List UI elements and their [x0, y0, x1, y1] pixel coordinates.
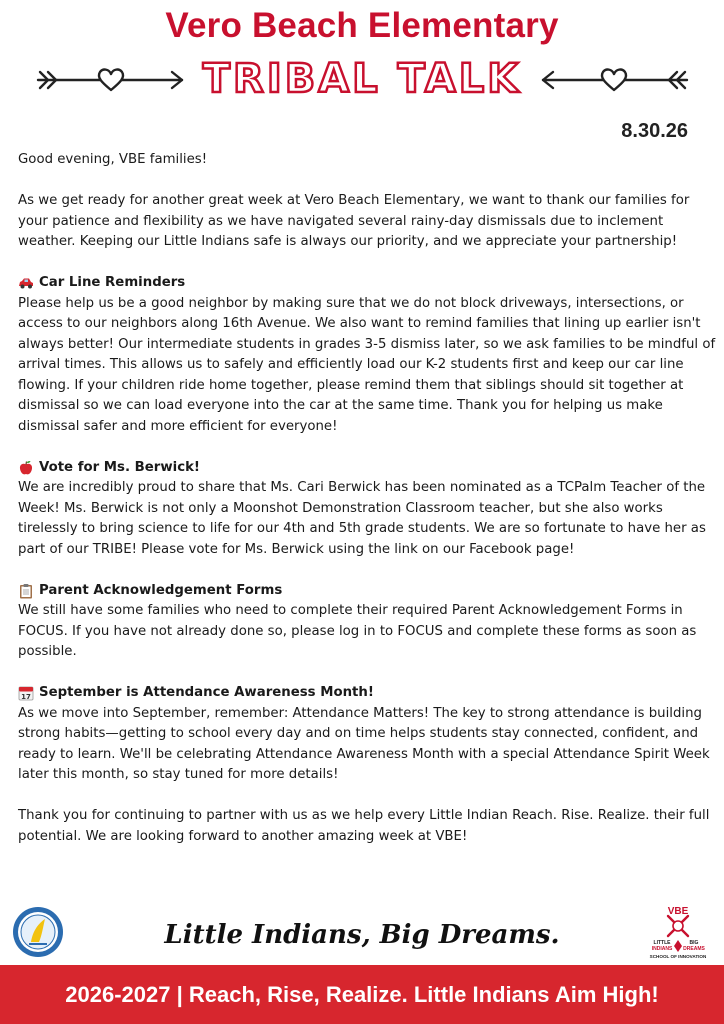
- clipboard-icon: [18, 583, 34, 599]
- newsletter-date: 8.30.26: [621, 120, 688, 142]
- newsletter-title: TRIBAL TALK: [202, 56, 522, 102]
- intro-paragraph: As we get ready for another great week at Vero Beach Elementary, we want to thank our families for your patience and flexibility as we have navigated several rainy-day dismissals due to inclement weather. Keeping our Little Indians safe is always our priority, and we appreciate your partnership!: [18, 193, 690, 249]
- vbe-school-logo: [644, 904, 712, 960]
- calendar-day-number: 17: [21, 693, 31, 702]
- logo-school-text: SCHOOL OF INNOVATION: [649, 954, 707, 959]
- car-icon: [18, 275, 34, 291]
- section-body: We are incredibly proud to share that Ms. Cari Berwick has been nominated as a TCPalm Teacher of the Week! Ms. Berwick is not only a Moonshot Demonstration Classroom teacher, but she also works tirelessly to bring science to life for our 4th and 5th grade students. We are so fortunate to have her as part of our TRIBE! Please vote for Ms. Berwick using the link on our Facebook page!: [18, 480, 706, 557]
- greeting: Good evening, VBE families!: [18, 152, 208, 167]
- section-forms: [18, 581, 718, 663]
- heart-arrow-right-icon: [536, 66, 691, 94]
- logo-vbe-text: VBE: [667, 906, 689, 917]
- section-body: Please help us be a good neighbor by making sure that we do not block driveways, intersections, or access to our neighbors along 16th Avenue. We also want to remind families that lining up earlier isn't always better! Our intermediate students in grades 3-5 dismiss later, so we ask families to be mindful of arrival times. This allows us to safely and efficiently load our K-2 students first and keep our car line flowing. If your children ride home together, please remind them that siblings should sit together at dismissal so we can load everyone into the car at the same time. Thank you for helping us make dismissal safer and more efficient for everyone!: [18, 295, 716, 434]
- logo-little-text: LITTLE: [653, 940, 671, 946]
- logo-dreams-text: DREAMS: [683, 946, 705, 952]
- bottom-banner: [0, 965, 724, 1024]
- tagline: Little Indians, Big Dreams.: [164, 920, 560, 950]
- newsletter-body: [18, 150, 718, 868]
- section-heading: September is Attendance Awareness Month!: [39, 685, 374, 700]
- calendar-icon: [18, 685, 34, 701]
- section-body: We still have some families who need to complete their required Parent Acknowledgement Forms in FOCUS. If you have not already done so, please log in to FOCUS and complete these forms as soon as possible.: [18, 603, 697, 659]
- title-row: [0, 56, 724, 104]
- section-vote: [18, 458, 718, 561]
- school-name: Vero Beach Elementary: [165, 6, 559, 45]
- section-body: As we move into September, remember: Attendance Matters! The key to strong attendance is building strong habits—getting to school every day and on time helps students stay connected, confident, and ready to learn. We'll be celebrating Attendance Awareness Month with a special Attendance Spirit Week later this month, so stay tuned for more details!: [18, 705, 710, 782]
- logo-indians-text: INDIANS: [651, 946, 673, 952]
- section-heading: Vote for Ms. Berwick!: [39, 459, 200, 475]
- closing-paragraph: Thank you for continuing to partner with us as we help every Little Indian Reach. Rise. Realize. their full potential. We are looking forward to another amazing week at VBE!: [18, 808, 710, 844]
- section-car-line: [18, 273, 718, 437]
- section-heading: Car Line Reminders: [39, 275, 186, 290]
- banner-text: 2026-2027 | Reach, Rise, Realize. Little Indians Aim High!: [65, 982, 659, 1007]
- logo-big-text: BIG: [689, 940, 699, 946]
- section-heading: Parent Acknowledgement Forms: [39, 582, 283, 598]
- apple-icon: [18, 460, 34, 476]
- section-attendance: [18, 683, 718, 786]
